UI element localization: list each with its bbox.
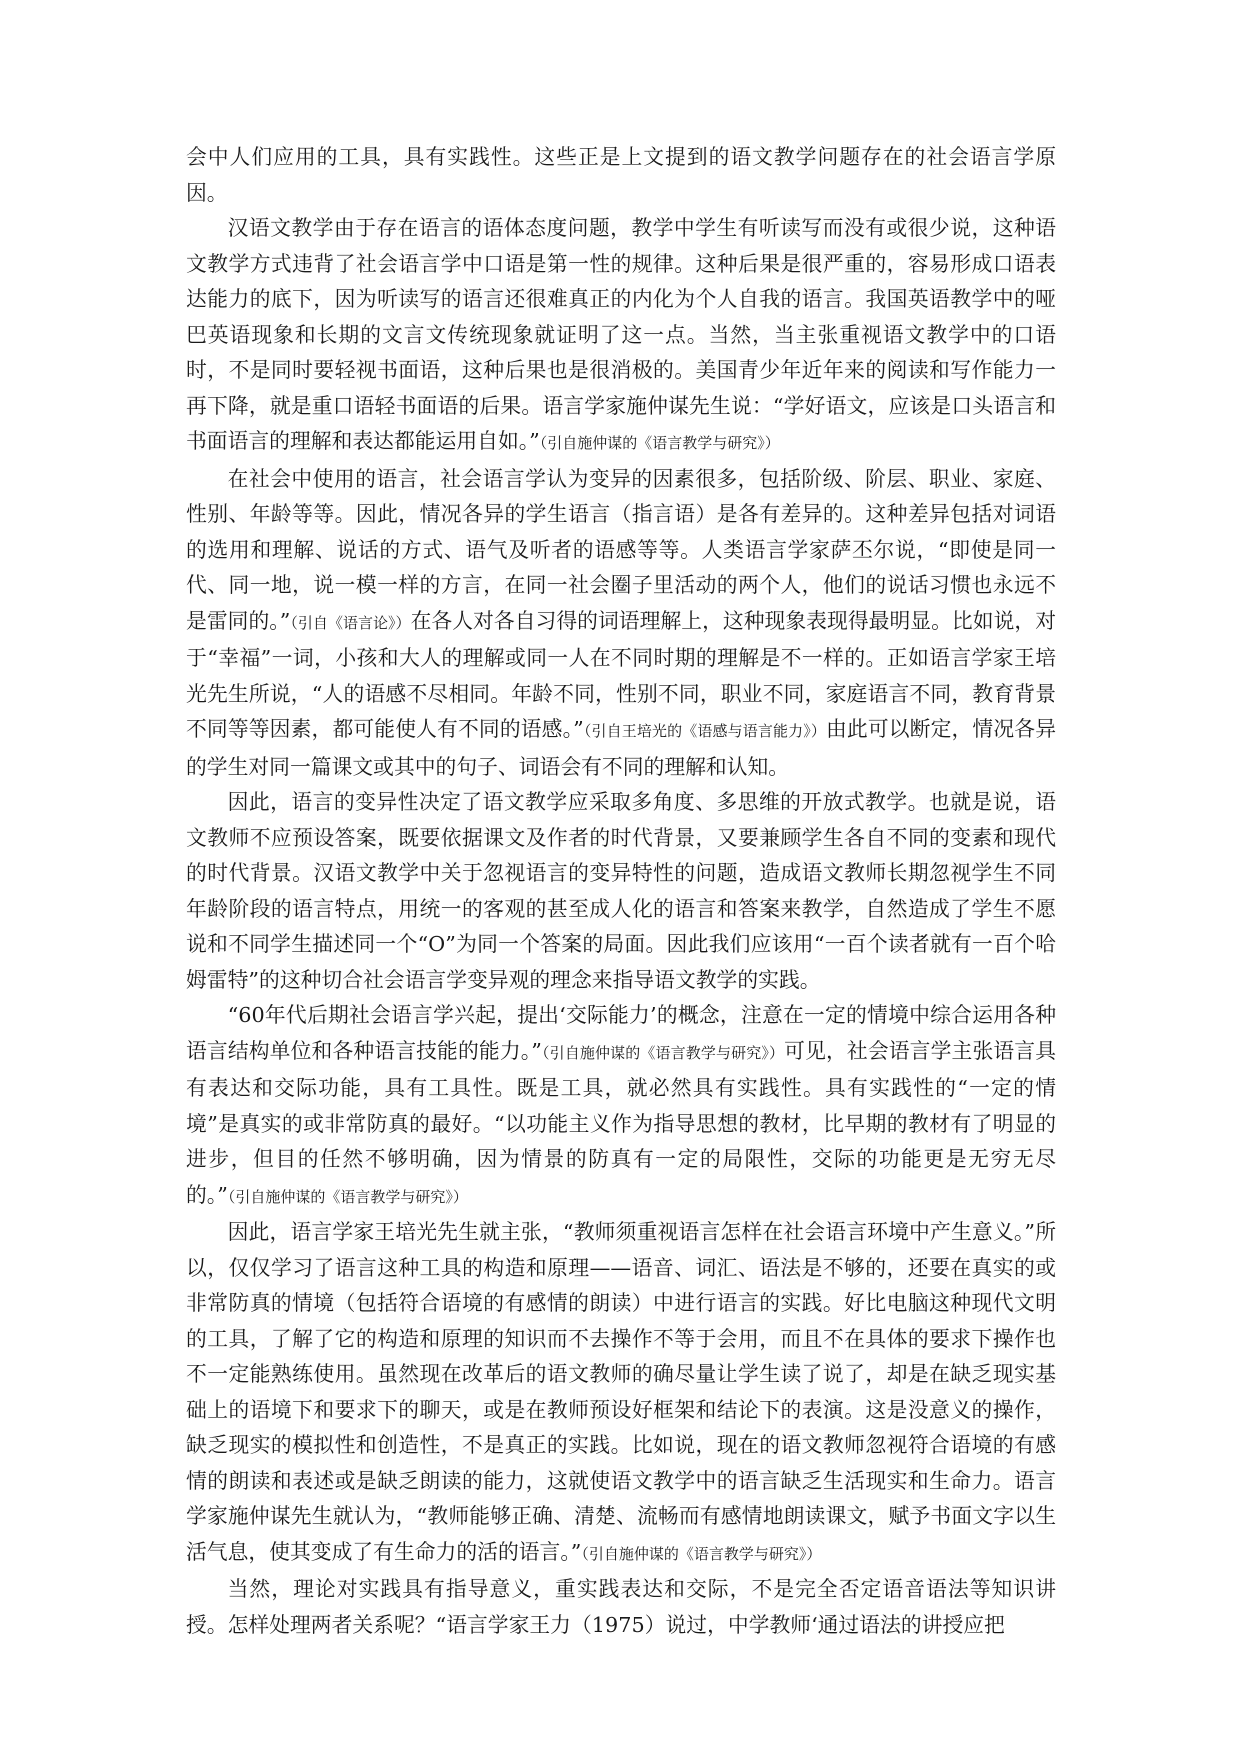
paragraph-4 <box>186 998 1056 1215</box>
citation: （引自王培光的《语感与语言能力》） <box>583 722 826 740</box>
paragraph-text: 在社会中使用的语言，社会语言学认为变异的因素很多，包括阶级、阶层、职业、家庭、性别、年龄等等。因此，情况各异的学生语言（指言语）是各有差异的。这种差异包括对词语的选用和理解、说话的方式、语气及听者的语感等等。人类语言学家萨丕尔说，“即使是同一代、同一地，说一模一样的方言，在同一社会圈子里活动的两个人，他们的说话习惯也永远不是雷同的。” <box>186 466 1056 633</box>
paragraph-text: 由此可以断定，情况各异的学生对同一篇课文或其中的句子、词语会有不同的理解和认知。 <box>186 717 1056 779</box>
citation: （引自施仲谋的《语言教学与研究》） <box>227 1187 468 1206</box>
paragraph-text: 会中人们应用的工具，具有实践性。这些正是上文提到的语文教学问题存在的社会语言学原因。 <box>186 145 1056 205</box>
paragraph-text: 在各人对各自习得的词语理解上，这种现象表现得最明显。比如说，对于“幸福”一词，小孩和大人的理解或同一人在不同时期的理解是不一样的。正如语言学家王培光先生所说，“人的语感不尽相同。年龄不同，性别不同，职业不同，家庭语言不同，教育背景不同等等因素，都可能使人有不同的语感。” <box>186 608 1057 741</box>
paragraph-text: 可见，社会语言学主张语言具有表达和交际功能，具有工具性。既是工具，就必然具有实践性。具有实践性的“一定的情境”是真实的或非常防真的最好。“以功能主义作为指导思想的教材，比早期的教材有了明显的进步，但目的任然不够明确，因为情景的防真有一定的局限性，交际的功能更是无穷无尽的。” <box>186 1038 1057 1207</box>
paragraph-0 <box>186 140 1056 211</box>
document-body <box>186 140 1056 1643</box>
paragraph-5 <box>186 1215 1056 1572</box>
paragraph-text: “60年代后期社会语言学兴起，提出‘交际能力’的概念，注意在一定的情境中综合运用各种语言结构单位和各种语言技能的能力。” <box>186 1003 1056 1063</box>
paragraph-1 <box>186 211 1056 462</box>
citation: （引自施仲谋的《语言教学与研究》） <box>541 1043 785 1062</box>
paragraph-2 <box>186 462 1056 786</box>
paragraph-text: 因此，语言学家王培光先生就主张，“教师须重视语言怎样在社会语言环境中产生意义。”所以，仅仅学习了语言这种工具的构造和原理——语音、词汇、语法是不够的，还要在真实的或非常防真的情境（包括符合语境的有感情的朗读）中进行语言的实践。好比电脑这种现代文明的工具，了解了它的构造和原理的知识而不去操作不等于会用，而且不在具体的要求下操作也不一定能熟练使用。虽然现在改革后的语文教师的确尽量让学生读了说了，却是在缺乏现实基础上的语境下和要求下的聊天，或是在教师预设好框架和结论下的表演。这是没意义的操作，缺乏现实的模拟性和创造性，不是真正的实践。比如说，现在的语文教师忽视符合语境的有感情的朗读和表述或是缺乏朗读的能力，这就使语文教学中的语言缺乏生活现实和生命力。语言学家施仲谋先生就认为，“教师能够正确、清楚、流畅而有感情地朗读课文，赋予书面文字以生活气息，使其变成了有生命力的活的语言。” <box>186 1220 1056 1564</box>
citation: （引自施仲谋的《语言教学与研究》） <box>581 1544 822 1563</box>
paragraph-text: 因此，语言的变异性决定了语文教学应采取多角度、多思维的开放式教学。也就是说，语文教师不应预设答案，既要依据课文及作者的时代背景，又要兼顾学生各自不同的变素和现代的时代背景。汉语文教学中关于忽视语言的变异特性的问题，造成语文教师长期忽视学生不同年龄阶段的语言特点，用统一的客观的甚至成人化的语言和答案来教学，自然造成了学生不愿说和不同学生描述同一个“O”为同一个答案的局面。因此我们应该用“一百个读者就有一百个哈姆雷特”的这种切合社会语言学变异观的理念来指导语文教学的实践。 <box>186 790 1056 992</box>
paragraph-3 <box>186 785 1056 998</box>
paragraph-6 <box>186 1572 1056 1643</box>
paragraph-text: 当然，理论对实践具有指导意义，重实践表达和交际，不是完全否定语音语法等知识讲授。怎样处理两者关系呢？“语言学家王力（1975）说过，中学教师‘通过语法的讲授应把 <box>186 1577 1056 1637</box>
citation: （引自施仲谋的《语言教学与研究》） <box>539 434 780 452</box>
citation: （引自《语言论》） <box>290 613 411 632</box>
paragraph-text: 汉语文教学由于存在语言的语体态度问题，教学中学生有听读写而没有或很少说，这种语文教学方式违背了社会语言学中口语是第一性的规律。这种后果是很严重的，容易形成口语表达能力的底下，因为听读写的语言还很难真正的内化为个人自我的语言。我国英语教学中的哑巴英语现象和长期的文言文传统现象就证明了这一点。当然，当主张重视语文教学中的口语时，不是同时要轻视书面语，这种后果也是很消极的。美国青少年近年来的阅读和写作能力一再下降，就是重口语轻书面语的后果。语言学家施仲谋先生说：“学好语文，应该是口头语言和书面语言的理解和表达都能运用自如。” <box>186 216 1056 453</box>
